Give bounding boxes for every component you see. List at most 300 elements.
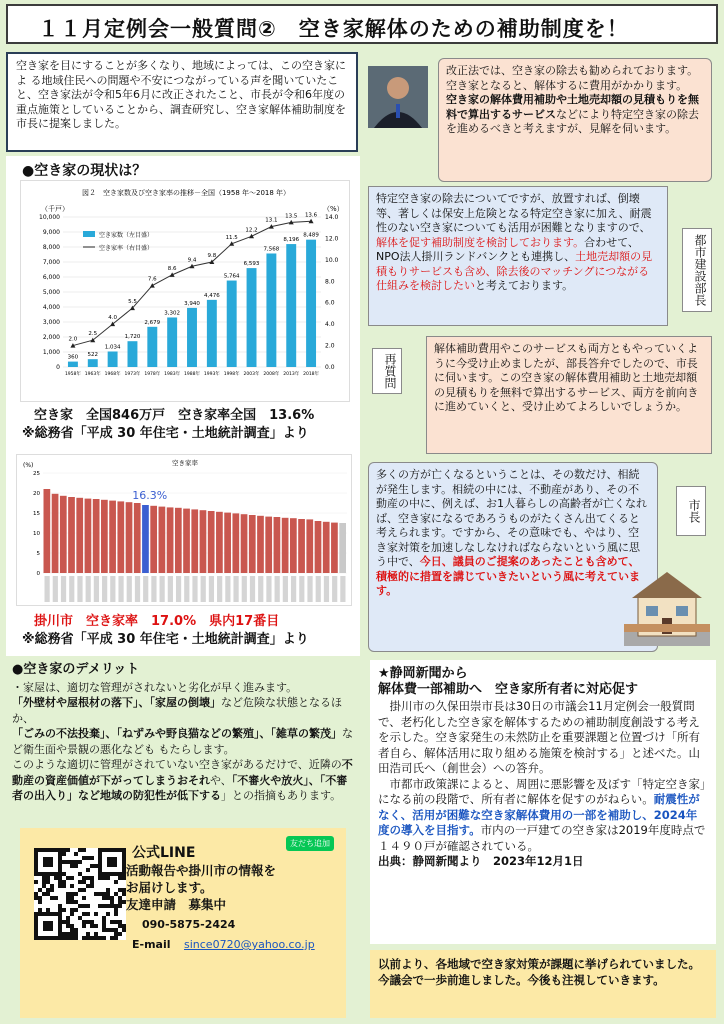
a2-emph: 今日、議員のご提案のあったことも含めて、積極的に措置を講じていきたいという風に考えています。 — [376, 555, 640, 597]
a1-emph: 土地売却額の見積もりサービスも含め、除去後のマッチングにつながる仕組みを検討したい — [376, 250, 653, 292]
qr-module — [78, 860, 82, 864]
qr-module — [70, 884, 74, 888]
qr-module — [82, 912, 86, 916]
chart1-rate-label: 2.5 — [88, 331, 98, 338]
demerit-p2 — [12, 757, 356, 804]
q1-text: などにより特定空き家の除去を進めるべきと考えますが、見解を伺います。 — [446, 107, 699, 135]
news-text: 市内の一戸建ての空き家は2019年度時点で１４９０戸が確認されている。 — [378, 823, 706, 853]
national-summary: 空き家 全国846万戸 空き家率全国 13.6% — [34, 408, 315, 423]
qr-module — [58, 884, 62, 888]
qr-module — [106, 892, 110, 896]
chart2-xtick — [266, 576, 271, 602]
chart1-legend-bar: 空き家数（左目盛） — [99, 232, 154, 239]
chart1-bar-label: 7,568 — [263, 246, 280, 253]
qr-module — [62, 848, 66, 852]
page-title: １１月定例会一般質問② 空き家解体のための補助制度を！ — [6, 4, 718, 44]
qr-module — [110, 928, 114, 932]
chart2-bar — [249, 515, 256, 573]
qr-module — [70, 912, 74, 916]
chart1-bar-label: 360 — [67, 354, 79, 361]
phone-number: 090-5875-2424 — [142, 918, 236, 931]
line-add-friend-badge[interactable]: 友だち追加 — [286, 836, 334, 851]
demerit-heading: ●空き家のデメリット — [12, 662, 140, 677]
qr-module — [118, 888, 122, 892]
qr-module — [82, 896, 86, 900]
qr-module — [86, 856, 90, 860]
qr-module — [78, 848, 82, 852]
qr-module — [102, 928, 106, 932]
chart1-bar — [88, 359, 98, 367]
qr-module — [110, 936, 114, 940]
chart1-bar-label: 8,489 — [303, 232, 319, 239]
chart2-ytick: 25 — [33, 471, 40, 477]
national-source: ※総務省「平成 30 年住宅・土地統計調査」より — [22, 426, 309, 441]
qr-module — [74, 908, 78, 912]
chart1-rate-label: 8.6 — [167, 265, 177, 272]
speaker-tag-mayor: 市長 — [676, 486, 706, 536]
qr-module — [70, 860, 74, 864]
a1-emph: 解体を促す補助制度を検討しております。 — [376, 235, 585, 249]
chart2-bar — [134, 503, 141, 573]
qr-module — [94, 924, 98, 928]
qr-module — [50, 888, 54, 892]
qr-module — [38, 896, 42, 900]
qr-module — [54, 876, 58, 880]
chart2-bar — [216, 512, 223, 573]
chart1-bar — [167, 317, 177, 367]
qr-module — [106, 928, 110, 932]
qr-module — [66, 892, 70, 896]
chart2-bar — [167, 507, 174, 573]
qr-module — [66, 920, 70, 924]
demerit-p1 — [12, 680, 356, 758]
qr-module — [90, 920, 94, 924]
chart2-xtick — [307, 576, 312, 602]
chart1-bar — [306, 240, 316, 367]
chart2-bar — [117, 501, 124, 573]
chart2-xtick — [118, 576, 123, 602]
qr-module — [74, 932, 78, 936]
qr-module — [66, 932, 70, 936]
chart1-xtick: 2008年 — [263, 372, 280, 377]
chart1-y2tick: 0.0 — [325, 364, 335, 371]
chart2-bar — [290, 518, 297, 573]
qr-module — [98, 904, 102, 908]
chart2-ylabel: (%) — [23, 462, 34, 469]
qr-module — [90, 924, 94, 928]
qr-module — [58, 876, 62, 880]
qr-module — [114, 932, 118, 936]
chart1-xtick: 1983年 — [164, 372, 181, 377]
chart2-bar — [274, 517, 281, 573]
chart1-y2tick: 12.0 — [325, 235, 339, 243]
chart1-bar-label: 4,476 — [203, 292, 220, 299]
demerit-emph: 「不審火や放火」、「不審者の出入り」など地域の防犯性が低下する — [12, 773, 348, 802]
chart2-bar — [265, 517, 272, 573]
chart2-bar — [159, 507, 166, 573]
chart2-xtick — [45, 576, 50, 602]
chart2-bar — [101, 500, 108, 573]
chart2-bar — [183, 509, 190, 573]
qr-module — [106, 912, 110, 916]
chart2-bar — [109, 501, 116, 573]
qr-module — [110, 900, 114, 904]
chart1-ytick: 4,000 — [42, 304, 60, 311]
qr-module — [42, 880, 46, 884]
chart1-rate-label: 13.5 — [285, 213, 298, 220]
chart2-xtick — [209, 576, 214, 602]
qr-module — [86, 884, 90, 888]
qr-module — [34, 896, 38, 900]
answer-2-bubble — [368, 462, 658, 652]
qr-module — [90, 876, 94, 880]
chart1-bar — [266, 253, 276, 367]
qr-module — [74, 928, 78, 932]
line-description — [126, 862, 276, 913]
qr-module — [94, 912, 98, 916]
chart2-ytick: 0 — [36, 571, 40, 577]
chart2-bar — [306, 519, 313, 573]
qr-module — [62, 884, 66, 888]
vacancy-trend-chart — [20, 180, 350, 402]
qr-finder-core — [43, 857, 53, 867]
chart1-rate-point — [249, 234, 254, 239]
qr-module — [62, 936, 66, 940]
qr-finder-core — [43, 921, 53, 931]
chart1-bar-label: 3,302 — [164, 310, 181, 317]
chart2-bar — [44, 489, 51, 573]
qr-module — [114, 912, 118, 916]
news-paragraph-2 — [378, 777, 708, 855]
answer-1-bubble — [368, 186, 668, 326]
qr-module — [114, 892, 118, 896]
chart1-xtick: 2003年 — [243, 372, 260, 377]
chart2-xtick — [291, 576, 296, 602]
chart1-bar — [68, 362, 78, 367]
qr-module — [78, 904, 82, 908]
house-illustration — [622, 566, 712, 648]
qr-module — [98, 892, 102, 896]
demerit-text: ・家屋は、適切な管理がされないと劣化が早く進みます。 — [12, 680, 298, 694]
a1-text: 特定空き家の除去についてですが、放置すれば、倒壊等、著しくは保安上危険となる特定空き家に加え、耐震性のない空き家についても活用が困難となりますので、 — [376, 192, 652, 234]
chart2-xtick — [324, 576, 329, 602]
chart1-rate-label: 12.2 — [245, 227, 258, 234]
qr-module — [90, 936, 94, 940]
demerit-emph: 「ごみの不法投棄」、「ねずみや野良猫などの繁殖」、「雑草の繁茂」 — [12, 727, 342, 740]
chart1-rate-label: 4.0 — [108, 315, 117, 322]
chart2-bar — [232, 513, 239, 573]
qr-module — [70, 928, 74, 932]
chart1-bar-label: 5,764 — [223, 273, 240, 280]
news-text: 市都市政策課によると、周囲に悪影響を及ぼす「特定空き家」になる前の段階で、所有者に解体を促すのがねらい。 — [378, 776, 706, 806]
qr-module — [86, 932, 90, 936]
chart1-bar — [187, 308, 197, 367]
line-desc-1: 活動報告や掛川市の情報を — [126, 863, 277, 878]
chart1-bar-label: 6,593 — [243, 261, 260, 268]
chart1-xtick: 1998年 — [223, 372, 240, 377]
demerit-text: 」との指摘もあります。 — [221, 789, 342, 802]
chart2-bar — [60, 496, 67, 573]
qr-module — [42, 884, 46, 888]
question-1-bubble — [438, 58, 712, 182]
qr-module — [114, 880, 118, 884]
chart2-bar — [224, 513, 231, 573]
qr-module — [74, 864, 78, 868]
qr-module — [110, 904, 114, 908]
qr-module — [106, 904, 110, 908]
chart2-xtick — [160, 576, 165, 602]
qr-module — [78, 872, 82, 876]
qr-module — [82, 856, 86, 860]
chart1-rate-label: 2.0 — [68, 336, 78, 343]
news-paragraph-1: 掛川市の久保田崇市長は30日の市議会11月定例会一般質問で、老朽化した空き家を解体するための補助制度創設する考えを示した。空き家発生の未然防止を重要課題と位置づけ「所有者自ら、解体活用に取り組める施策を検討する」と述べた。山田浩司氏へ（創世会）への答弁。 — [378, 699, 700, 775]
qr-module — [86, 868, 90, 872]
qr-module — [70, 908, 74, 912]
qr-module — [42, 892, 46, 896]
chart1-rate-point — [150, 283, 155, 288]
kakegawa-source: ※総務省「平成 30 年住宅・土地統計調査」より — [22, 632, 309, 647]
chart1-legend-swatch — [83, 231, 95, 237]
chart1-ytick: 3,000 — [42, 319, 60, 326]
qr-module — [46, 880, 50, 884]
chart1-rate-label: 9.8 — [207, 253, 217, 259]
qr-module — [74, 860, 78, 864]
qr-module — [70, 892, 74, 896]
qr-module — [62, 932, 66, 936]
qr-module — [102, 936, 106, 940]
qr-module — [62, 920, 66, 924]
chart2-bar — [142, 505, 149, 573]
chart2-xtick — [176, 576, 181, 602]
qr-module — [58, 904, 62, 908]
chart1-y2tick: 2.0 — [325, 342, 335, 350]
chart2-bar — [200, 510, 207, 573]
qr-module — [106, 876, 110, 880]
qr-module — [66, 916, 70, 920]
chart1-xtick: 1988年 — [184, 372, 200, 377]
chart1-bar-label: 2,679 — [144, 319, 161, 326]
chart2-ytick: 20 — [33, 491, 40, 497]
chart2-bar — [208, 511, 215, 573]
email-link[interactable]: since0720@yahoo.co.jp — [184, 938, 315, 951]
chart1-legend-rate: 空き家率（右目盛） — [99, 245, 154, 252]
news-headline: 解体費一部補助へ 空き家所有者に対応促す — [378, 681, 639, 697]
chart2-xtick — [332, 576, 337, 602]
chart2-xtick — [77, 576, 82, 602]
chart2-bar — [150, 506, 157, 573]
qr-module — [66, 848, 70, 852]
qr-module — [94, 864, 98, 868]
chart2-xtick — [102, 576, 107, 602]
chart1-xtick: 2018年 — [303, 372, 320, 377]
qr-module — [86, 904, 90, 908]
qr-module — [114, 928, 118, 932]
qr-module — [98, 876, 102, 880]
chart2-bar — [93, 499, 100, 573]
news-section — [370, 660, 716, 944]
chart2-bar — [241, 514, 248, 573]
chart2-bar — [323, 522, 330, 573]
chart1-xtick: 1978年 — [144, 372, 161, 377]
chart1-ytick: 10,000 — [39, 214, 60, 221]
chart2-xtick — [340, 576, 345, 602]
chart1-bar — [286, 244, 296, 367]
chart2-bar — [85, 499, 92, 573]
chart1-bar-label: 1,720 — [124, 334, 141, 341]
speaker-tag-director: 都市建設部長 — [682, 228, 712, 312]
qr-module — [102, 892, 106, 896]
qr-module — [118, 924, 122, 928]
chart2-bar — [52, 494, 59, 573]
qr-module — [94, 892, 98, 896]
qr-module — [78, 916, 82, 920]
qr-module — [118, 932, 122, 936]
house-icon — [622, 566, 712, 648]
qr-module — [82, 880, 86, 884]
a1-text: と考えております。 — [475, 279, 574, 292]
qr-module — [70, 876, 74, 880]
qr-module — [82, 876, 86, 880]
qr-module — [50, 896, 54, 900]
chart2-bar — [175, 508, 182, 573]
status-heading: ●空き家の現状は？ — [22, 163, 147, 179]
chart1-y2tick: 14.0 — [325, 214, 339, 221]
qr-module — [46, 876, 50, 880]
chart1-xtick: 1993年 — [203, 372, 220, 377]
qr-module — [74, 936, 78, 940]
qr-module — [86, 876, 90, 880]
qr-module — [70, 864, 74, 868]
chart2-xtick — [201, 576, 206, 602]
qr-module — [78, 888, 82, 892]
chart1-y2tick: 10.0 — [325, 256, 339, 264]
demerit-text: など衛生面や景観の悪化なども もたらします。 — [12, 727, 353, 756]
qr-module — [38, 888, 42, 892]
qr-module — [66, 896, 70, 900]
chart2-bar — [298, 519, 305, 573]
chart2-bar — [315, 521, 322, 573]
chart2-xtick — [94, 576, 99, 602]
chart1-bar — [227, 281, 237, 367]
qr-module — [102, 904, 106, 908]
qr-module — [66, 936, 70, 940]
qr-module — [118, 920, 122, 924]
qr-module — [74, 892, 78, 896]
qr-module — [114, 908, 118, 912]
chart1-rate-label: 5.5 — [128, 299, 137, 306]
qr-module — [38, 900, 42, 904]
qr-module — [50, 884, 54, 888]
person-icon — [368, 66, 428, 128]
qr-module — [90, 880, 94, 884]
demerit-text: や、 — [210, 773, 232, 787]
chart1-rate-label: 9.4 — [187, 257, 197, 264]
prefecture-rate-chart — [16, 454, 352, 606]
news-source: 出典：静岡新聞より 2023年12月1日 — [378, 854, 584, 868]
closing-note: 以前より、各地域で空き家対策が課題に挙げられていました。今議会で一歩前進しました。今後も注視していきます。 — [370, 950, 716, 1018]
qr-module — [82, 848, 86, 852]
chart1-bar — [108, 351, 118, 367]
chart1-y2tick: 6.0 — [325, 299, 335, 307]
chart1-bar — [147, 327, 157, 367]
chart2-bar — [331, 523, 338, 573]
chart2-xtick — [316, 576, 321, 602]
chart1-ytick: 7,000 — [42, 259, 60, 266]
a2-text: 多くの方が亡くなるということは、その数だけ、相続が発生します。相続の中には、不動産があり、その不動産の中に、例えば、お1人暮らしの高齢者が亡くなれば、空き家になるであろうものがたくさん出てくると考えられます。ですから、その意味でも、やはり、空き家対策を加速しなしなければならないという風に思う中で、 — [376, 468, 647, 568]
qr-module — [42, 876, 46, 880]
qr-module — [94, 936, 98, 940]
email-label: E-mail — [132, 938, 171, 951]
chart1-bar-label: 3,940 — [184, 300, 200, 307]
chart1-ytick: 0 — [56, 364, 60, 371]
chart1-bar-label: 522 — [87, 352, 99, 359]
chart1-xtick: 1968年 — [104, 372, 121, 377]
qr-module — [118, 904, 122, 908]
qr-module — [102, 924, 106, 928]
chart2-xtick — [143, 576, 148, 602]
chart1-bar — [207, 300, 217, 367]
chart2-ytick: 5 — [36, 551, 40, 557]
chart2-xtick — [233, 576, 238, 602]
qr-module — [106, 888, 110, 892]
qr-code[interactable] — [34, 848, 126, 940]
chart2-bar — [282, 518, 289, 573]
chart2-xtick — [184, 576, 189, 602]
line-desc-3: 友達申請 募集中 — [126, 897, 227, 912]
chart1-ylabel: （千戸） — [41, 205, 69, 213]
qr-module — [70, 924, 74, 928]
chart1-ytick: 5,000 — [42, 289, 60, 296]
qr-module — [62, 908, 66, 912]
qr-module — [102, 876, 106, 880]
chart1-rate-label: 7.6 — [147, 276, 157, 283]
chart1-rate-label: 13.6 — [304, 212, 318, 219]
chart2-xtick — [258, 576, 263, 602]
chart1-y2tick: 8.0 — [325, 278, 335, 286]
qr-module — [46, 892, 50, 896]
qr-module — [74, 852, 78, 856]
qr-module — [86, 912, 90, 916]
chart2-xtick — [217, 576, 222, 602]
chart2-bar — [191, 509, 198, 573]
chart2-xtick — [61, 576, 66, 602]
chart2-bar — [339, 523, 346, 573]
vacancy-trend-svg — [21, 181, 351, 403]
question-2-bubble: 解体補助費用やこのサービスも両方ともやっていくように今受け止めましたが、部長答弁でしたので、市長に伺います。この空き家の解体費用補助と土地売却額の見積もりを無料で算出するサービス、両方を前向きに進めていくと、受け止めてよろしいでしょうか。 — [426, 336, 712, 454]
line-title: 公式LINE — [132, 845, 196, 861]
kakegawa-summary: 掛川市 空き家率 17.0% 県内17番目 — [34, 614, 280, 629]
chart1-xtick: 1973年 — [124, 372, 141, 377]
news-emph: 耐震性がなく、活用が困難な空き家解体費用の一部を補助し、2024年度の導入を目指す。 — [378, 792, 700, 837]
demerit-text: このような適切に管理がされていない空き家があるだけで、近隣の — [12, 758, 342, 771]
qr-module — [122, 924, 126, 928]
chart1-bar-label: 1,034 — [104, 344, 121, 351]
qr-module — [98, 936, 102, 940]
qr-module — [102, 916, 106, 920]
qr-module — [38, 908, 42, 912]
qr-module — [114, 936, 118, 940]
qr-module — [70, 900, 74, 904]
chart2-xtick — [168, 576, 173, 602]
qr-module — [62, 852, 66, 856]
chart2-xtick — [299, 576, 304, 602]
qr-module — [86, 920, 90, 924]
a1-text: 合わせて、NPO法人掛川ランドバンクとも連携し、 — [376, 235, 639, 263]
chart2-xtick — [135, 576, 140, 602]
qr-module — [118, 896, 122, 900]
chart1-ytick: 6,000 — [42, 274, 60, 281]
qr-module — [78, 880, 82, 884]
